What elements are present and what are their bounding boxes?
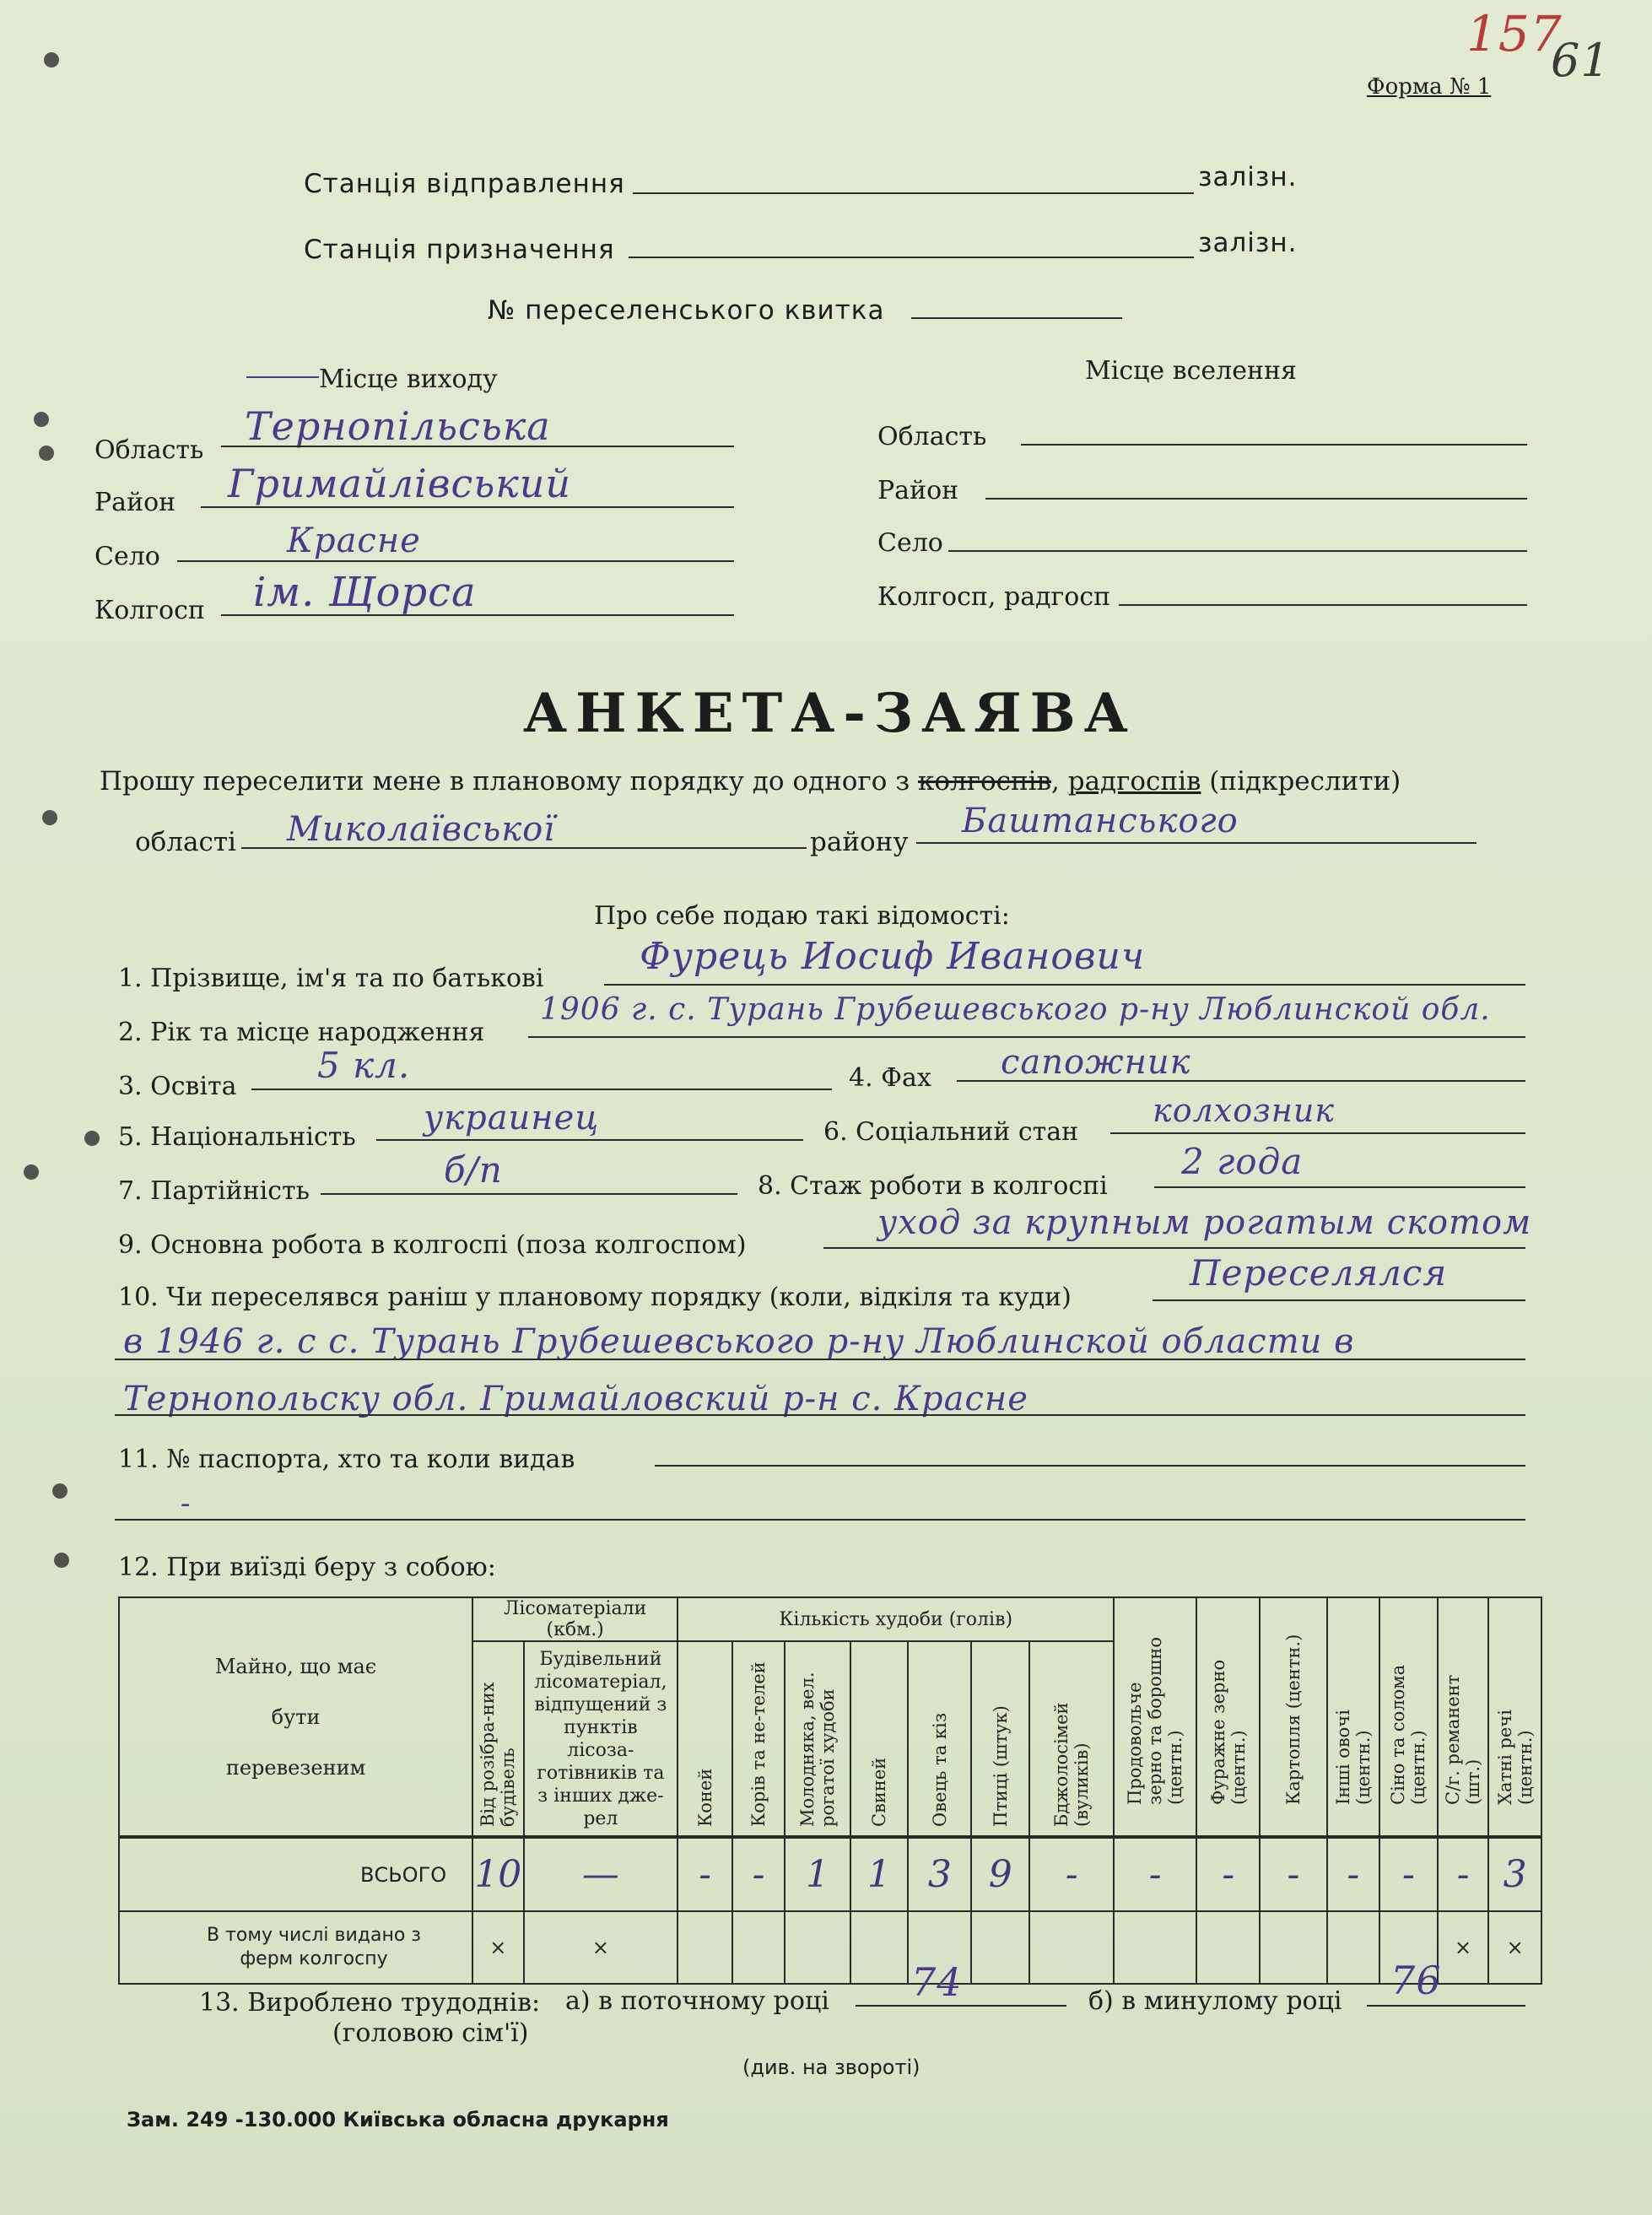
binder-hole	[42, 810, 57, 825]
q3-label: 3. Освіта	[118, 1072, 237, 1101]
binder-hole	[24, 1164, 39, 1180]
q10-line-1	[1153, 1299, 1525, 1301]
q13-a-label: а) в поточному році	[565, 1986, 829, 2016]
exit-kolhosp-label: Колгосп	[94, 596, 205, 625]
col-veg: Інші овочі (центн.)	[1332, 1709, 1374, 1805]
ticket-label: № переселенського квитка	[488, 295, 885, 326]
q8-line	[1154, 1186, 1525, 1188]
q13-b-label: б) в минулому році	[1088, 1986, 1342, 2016]
q9-value: уход за крупным рогатым скотом	[877, 1203, 1532, 1242]
total-cell: 9	[971, 1837, 1029, 1911]
q3-line	[251, 1089, 832, 1090]
col-household: Хатні речі (центн.)	[1494, 1709, 1536, 1805]
q2-line	[528, 1036, 1525, 1038]
raion-word: району	[810, 827, 909, 857]
q4-label: 4. Фах	[849, 1063, 931, 1093]
col-fodder: Фуражне зерно (центн.)	[1207, 1659, 1249, 1805]
total-cell: -	[1196, 1837, 1260, 1911]
form-number: Форма № 1	[1367, 74, 1492, 100]
q1-value: Фурець Иосиф Иванович	[640, 935, 1146, 978]
q5-value: украинец	[424, 1099, 600, 1137]
q8-value: 2 года	[1181, 1141, 1304, 1182]
rail-suffix: залізн.	[1198, 162, 1298, 192]
total-cell: -	[678, 1837, 732, 1911]
farm-cell: ×	[524, 1911, 678, 1984]
exit-oblast-line	[221, 446, 734, 447]
total-cell: 10	[472, 1837, 523, 1911]
settle-selo-line	[948, 550, 1527, 552]
farm-cell	[1196, 1911, 1260, 1984]
exit-selo-label: Село	[94, 542, 160, 571]
q4-line	[957, 1080, 1525, 1082]
timber-group: Лісоматеріали (кбм.)	[472, 1597, 678, 1641]
farm-cell	[1029, 1911, 1114, 1984]
exit-header-stroke	[246, 376, 319, 378]
exit-oblast-label: Область	[94, 435, 204, 465]
page-number: 157	[1466, 5, 1563, 62]
farm-cell	[732, 1911, 786, 1984]
q13-sub: (головою сім'ї)	[332, 2018, 529, 2048]
exit-raion-value: Гримайлівський	[228, 461, 572, 506]
exit-kolhosp-line	[221, 614, 734, 616]
q13-a-value: 74	[911, 1959, 963, 2005]
exit-kolhosp-value: ім. Щорса	[253, 569, 477, 616]
farm-cell	[678, 1911, 732, 1984]
document-title: АНКЕТА-ЗАЯВА	[523, 682, 1136, 745]
q7-value: б/п	[444, 1149, 503, 1191]
col-cows: Корів та не-телей	[748, 1661, 769, 1827]
q6-label: 6. Соціальний стан	[823, 1117, 1079, 1147]
q9-line	[823, 1247, 1525, 1249]
q11-value: -	[181, 1487, 192, 1521]
settle-oblast-line	[1021, 444, 1527, 446]
farm-cell: ×	[472, 1911, 523, 1984]
binder-hole	[44, 52, 59, 68]
col-grain: Продовольче зерно та борошно (центн.)	[1125, 1636, 1186, 1805]
total-cell: 3	[908, 1837, 971, 1911]
q10-label: 10. Чи переселявся раніш у плановому порядку (коли, відкіля та куди)	[118, 1283, 1072, 1312]
request-underlined: радгоспів	[1067, 766, 1201, 797]
livestock-group: Кількість худоби (голів)	[678, 1597, 1114, 1641]
oblast-dest-line	[241, 847, 807, 849]
binder-hole	[39, 446, 54, 461]
q3-value: 5 кл.	[317, 1045, 411, 1086]
q1-line	[604, 984, 1525, 986]
q12-label: 12. При виїзді беру з собою:	[118, 1553, 496, 1582]
q7-line	[321, 1193, 737, 1195]
farm-cell: ×	[1438, 1911, 1488, 1984]
total-cell: 1	[785, 1837, 850, 1911]
q10-line-2	[115, 1359, 1525, 1360]
settle-raion-line	[985, 498, 1527, 500]
farm-cell	[1260, 1911, 1326, 1984]
exit-selo-line	[177, 560, 734, 562]
exit-selo-value: Красне	[287, 521, 421, 560]
farm-cell	[1327, 1911, 1380, 1984]
settle-kolhosp-label: Колгосп, радгосп	[877, 582, 1111, 612]
settle-selo-label: Село	[877, 528, 943, 558]
q7-label: 7. Партійність	[118, 1176, 310, 1206]
total-cell: -	[1327, 1837, 1380, 1911]
request-text	[100, 766, 1401, 797]
col-young: Молодняка, вел. рогатої худоби	[796, 1671, 838, 1827]
binder-hole	[84, 1131, 100, 1146]
col-bees: Бджолосімей (вуликів)	[1051, 1701, 1093, 1827]
total-cell: -	[1379, 1837, 1438, 1911]
q11-label: 11. № паспорта, хто та коли видав	[118, 1445, 575, 1474]
oblast-dest-value: Миколаївської	[287, 810, 556, 849]
row-farm-label: В тому числі видано з ферм колгоспу	[206, 1925, 422, 1969]
col-potato: Картопля (центн.)	[1282, 1634, 1304, 1805]
total-cell: -	[732, 1837, 786, 1911]
q9-label: 9. Основна робота в колгоспі (поза колгоспом)	[118, 1230, 747, 1260]
q1-label: 1. Прізвище, ім'я та по батькові	[118, 964, 544, 993]
col-tools: С/г. реманент (шт.)	[1443, 1674, 1484, 1805]
request-strike: колгоспів	[917, 766, 1052, 797]
col-hay: Сіно та солома (центн.)	[1388, 1664, 1429, 1805]
request-text-c: (підкреслити)	[1201, 766, 1401, 797]
about-header: Про себе подаю такі відомості:	[594, 901, 1010, 931]
exit-raion-label: Район	[94, 488, 176, 517]
station-arrival-line	[629, 257, 1194, 258]
q6-value: колхозник	[1153, 1092, 1335, 1129]
farm-cell	[971, 1911, 1029, 1984]
q11-line-1	[655, 1465, 1525, 1467]
see-back: (див. на звороті)	[742, 2056, 920, 2079]
total-cell: —	[524, 1837, 678, 1911]
property-header-cell	[119, 1597, 472, 1837]
table-row-total	[119, 1837, 1541, 1911]
q6-line	[1110, 1132, 1525, 1134]
total-cell: -	[1438, 1837, 1488, 1911]
total-cell: 1	[850, 1837, 909, 1911]
col-horses: Коней	[694, 1768, 715, 1827]
settle-kolhosp-line	[1119, 604, 1527, 606]
q13-b-value: 76	[1390, 1958, 1442, 2003]
total-cell: 3	[1488, 1837, 1541, 1911]
row-total-label: ВСЬОГО	[119, 1837, 472, 1911]
settle-place-header: Місце вселення	[1085, 356, 1297, 386]
total-cell: -	[1260, 1837, 1326, 1911]
binder-hole	[54, 1553, 69, 1568]
station-arrival-label: Станція призначення	[304, 235, 615, 265]
settle-raion-label: Район	[877, 476, 959, 505]
col-pigs: Свиней	[868, 1757, 889, 1827]
request-text-a: Прошу переселити мене в плановому порядку до одного з	[100, 766, 918, 797]
table-row-farm	[119, 1911, 1541, 1984]
q8-label: 8. Стаж роботи в колгоспі	[758, 1171, 1108, 1201]
raion-dest-line	[916, 842, 1477, 844]
station-departure-line	[633, 192, 1194, 194]
q13-a-line	[856, 2005, 1066, 2007]
property-header: Майно, що має бути перевезеним	[214, 1654, 377, 1780]
q5-label: 5. Національність	[118, 1122, 356, 1152]
farm-cell: ×	[1488, 1911, 1541, 1984]
total-cell: -	[1114, 1837, 1196, 1911]
col-sheep: Овець та кіз	[929, 1712, 950, 1827]
q5-line	[376, 1139, 803, 1141]
binder-hole	[52, 1483, 67, 1499]
printer-info: Зам. 249 -130.000 Київська обласна друкарня	[127, 2108, 669, 2131]
exit-raion-line	[201, 506, 734, 508]
property-table	[118, 1596, 1542, 1985]
exit-oblast-value: Тернопільська	[245, 403, 551, 449]
col-timber-b: Будівельний лісоматеріал, відпущений з пунктів лісоза-готівників та з інших дже-рел	[534, 1648, 667, 1829]
total-cell: -	[1029, 1837, 1114, 1911]
q10-value-1: Переселялся	[1190, 1252, 1448, 1294]
raion-dest-value: Баштанського	[962, 802, 1239, 840]
rail-suffix: залізн.	[1198, 228, 1298, 258]
exit-place-header: Місце виходу	[319, 365, 498, 394]
q13-label: 13. Вироблено трудоднів:	[199, 1988, 541, 2018]
settle-oblast-label: Область	[877, 422, 987, 451]
q10-value-2: в 1946 г. с с. Турань Грубешевського р-ну Люблинской области в Тернопольску обл. Гримайловский р-н с. Красне	[123, 1322, 1355, 1418]
q2-value: 1906 г. с. Турань Грубешевського р-ну Люблинской обл.	[540, 992, 1491, 1027]
col-birds: Птиці (штук)	[990, 1704, 1011, 1827]
request-text-b: ,	[1051, 766, 1068, 797]
col-timber-a: Від розібра-них будівель	[478, 1681, 519, 1827]
binder-hole	[34, 412, 49, 427]
q11-line-2	[115, 1519, 1525, 1521]
farm-cell	[785, 1911, 850, 1984]
q10-line-3	[115, 1414, 1525, 1416]
farm-cell	[850, 1911, 909, 1984]
page-number-sub: 61	[1551, 34, 1611, 87]
q4-value: сапожник	[1001, 1043, 1191, 1082]
oblast-word: області	[135, 827, 236, 857]
q13-b-line	[1367, 2005, 1525, 2007]
q2-label: 2. Рік та місце народження	[118, 1018, 485, 1047]
station-departure-label: Станція відправлення	[304, 169, 625, 199]
ticket-line	[911, 317, 1122, 319]
farm-cell	[1114, 1911, 1196, 1984]
